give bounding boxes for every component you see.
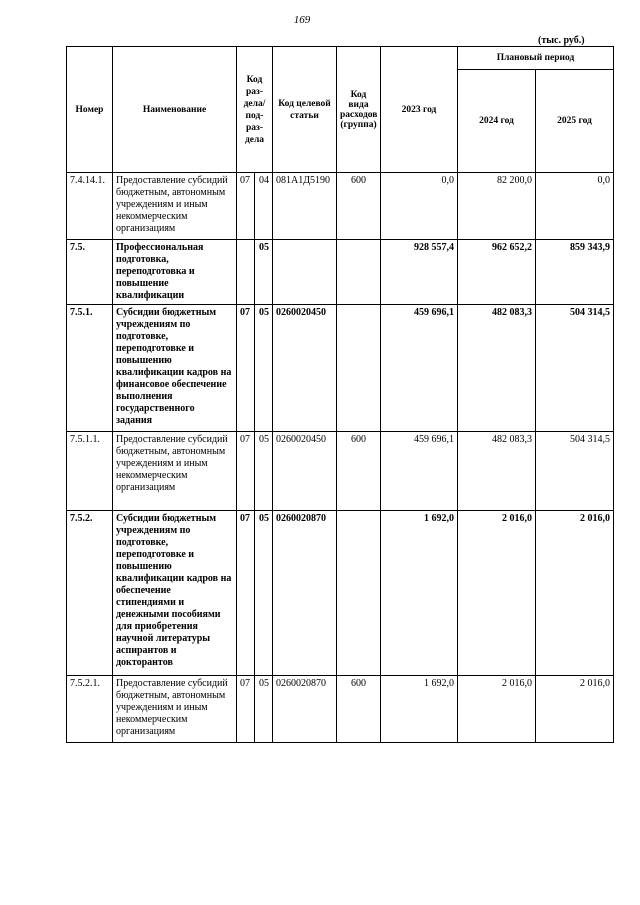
row-target-code: 0260020450 (273, 305, 337, 432)
table-body (67, 173, 614, 743)
row-name: Субсидии бюджетным учреждениям по подготовке, переподготовке и повышению квалификации кадров на финансовое обеспечение выполнения государственного задания (113, 305, 237, 432)
row-section: 07 (237, 173, 255, 240)
header-name: Наименование (113, 47, 237, 173)
row-expense-code: 600 (337, 173, 381, 240)
row-2023: 1 692,0 (381, 676, 458, 743)
row-expense-code: 600 (337, 676, 381, 743)
row-2024: 482 083,3 (458, 432, 536, 511)
table-row (67, 305, 614, 432)
row-2024: 82 200,0 (458, 173, 536, 240)
row-target-code: 0260020870 (273, 511, 337, 676)
row-number: 7.4.14.1. (67, 173, 113, 240)
row-2025: 859 343,9 (536, 240, 614, 305)
row-2023: 928 557,4 (381, 240, 458, 305)
header-planned-period: Плановый период (458, 47, 614, 70)
row-number: 7.5.2. (67, 511, 113, 676)
table-row (67, 676, 614, 743)
row-2023: 459 696,1 (381, 432, 458, 511)
row-name: Предоставление субсидий бюджетным, автономным учреждениям и иным некоммерческим организациям (113, 676, 237, 743)
row-number: 7.5.2.1. (67, 676, 113, 743)
header-2023: 2023 год (381, 47, 458, 173)
row-2025: 0,0 (536, 173, 614, 240)
header-2024: 2024 год (458, 70, 536, 173)
row-name: Предоставление субсидий бюджетным, автономным учреждениям и иным некоммерческим организациям (113, 173, 237, 240)
row-2024: 962 652,2 (458, 240, 536, 305)
row-number: 7.5. (67, 240, 113, 305)
row-2024: 482 083,3 (458, 305, 536, 432)
table-header (67, 47, 614, 173)
budget-table (66, 46, 614, 743)
table-row (67, 240, 614, 305)
row-2025: 504 314,5 (536, 432, 614, 511)
row-section: 07 (237, 511, 255, 676)
row-2023: 459 696,1 (381, 305, 458, 432)
units-label: (тыс. руб.) (538, 35, 585, 46)
row-2025: 2 016,0 (536, 676, 614, 743)
header-target-code: Код целевой статьи (273, 47, 337, 173)
row-expense-code: 600 (337, 432, 381, 511)
row-section: 07 (237, 305, 255, 432)
row-2023: 0,0 (381, 173, 458, 240)
row-section: 07 (237, 676, 255, 743)
row-number: 7.5.1.1. (67, 432, 113, 511)
row-section (237, 240, 255, 305)
row-number: 7.5.1. (67, 305, 113, 432)
row-subsection: 05 (255, 305, 273, 432)
row-expense-code (337, 305, 381, 432)
page-number: 169 (293, 14, 311, 26)
table-row (67, 173, 614, 240)
row-target-code: 0260020870 (273, 676, 337, 743)
row-section: 07 (237, 432, 255, 511)
row-subsection: 04 (255, 173, 273, 240)
row-expense-code (337, 511, 381, 676)
row-subsection: 05 (255, 511, 273, 676)
header-2025: 2025 год (536, 70, 614, 173)
row-subsection: 05 (255, 240, 273, 305)
header-section-code: Код раз-дела/ под-раз-дела (237, 47, 273, 173)
row-expense-code (337, 240, 381, 305)
row-name: Профессиональная подготовка, переподготовка и повышение квалификации (113, 240, 237, 305)
table-row (67, 511, 614, 676)
row-subsection: 05 (255, 676, 273, 743)
row-2024: 2 016,0 (458, 511, 536, 676)
row-2025: 2 016,0 (536, 511, 614, 676)
row-2024: 2 016,0 (458, 676, 536, 743)
header-expense-code: Код вида расходов (группа) (337, 47, 381, 173)
row-target-code (273, 240, 337, 305)
header-number: Номер (67, 47, 113, 173)
row-target-code: 081А1Д5190 (273, 173, 337, 240)
row-subsection: 05 (255, 432, 273, 511)
row-name: Субсидии бюджетным учреждениям по подготовке, переподготовке и повышению квалификации кадров на обеспечение стипендиями и денежными пособиями для приобретения научной литературы аспирантов и докторантов (113, 511, 237, 676)
table-row (67, 432, 614, 511)
row-name: Предоставление субсидий бюджетным, автономным учреждениям и иным некоммерческим организациям (113, 432, 237, 511)
row-2023: 1 692,0 (381, 511, 458, 676)
row-target-code: 0260020450 (273, 432, 337, 511)
row-2025: 504 314,5 (536, 305, 614, 432)
